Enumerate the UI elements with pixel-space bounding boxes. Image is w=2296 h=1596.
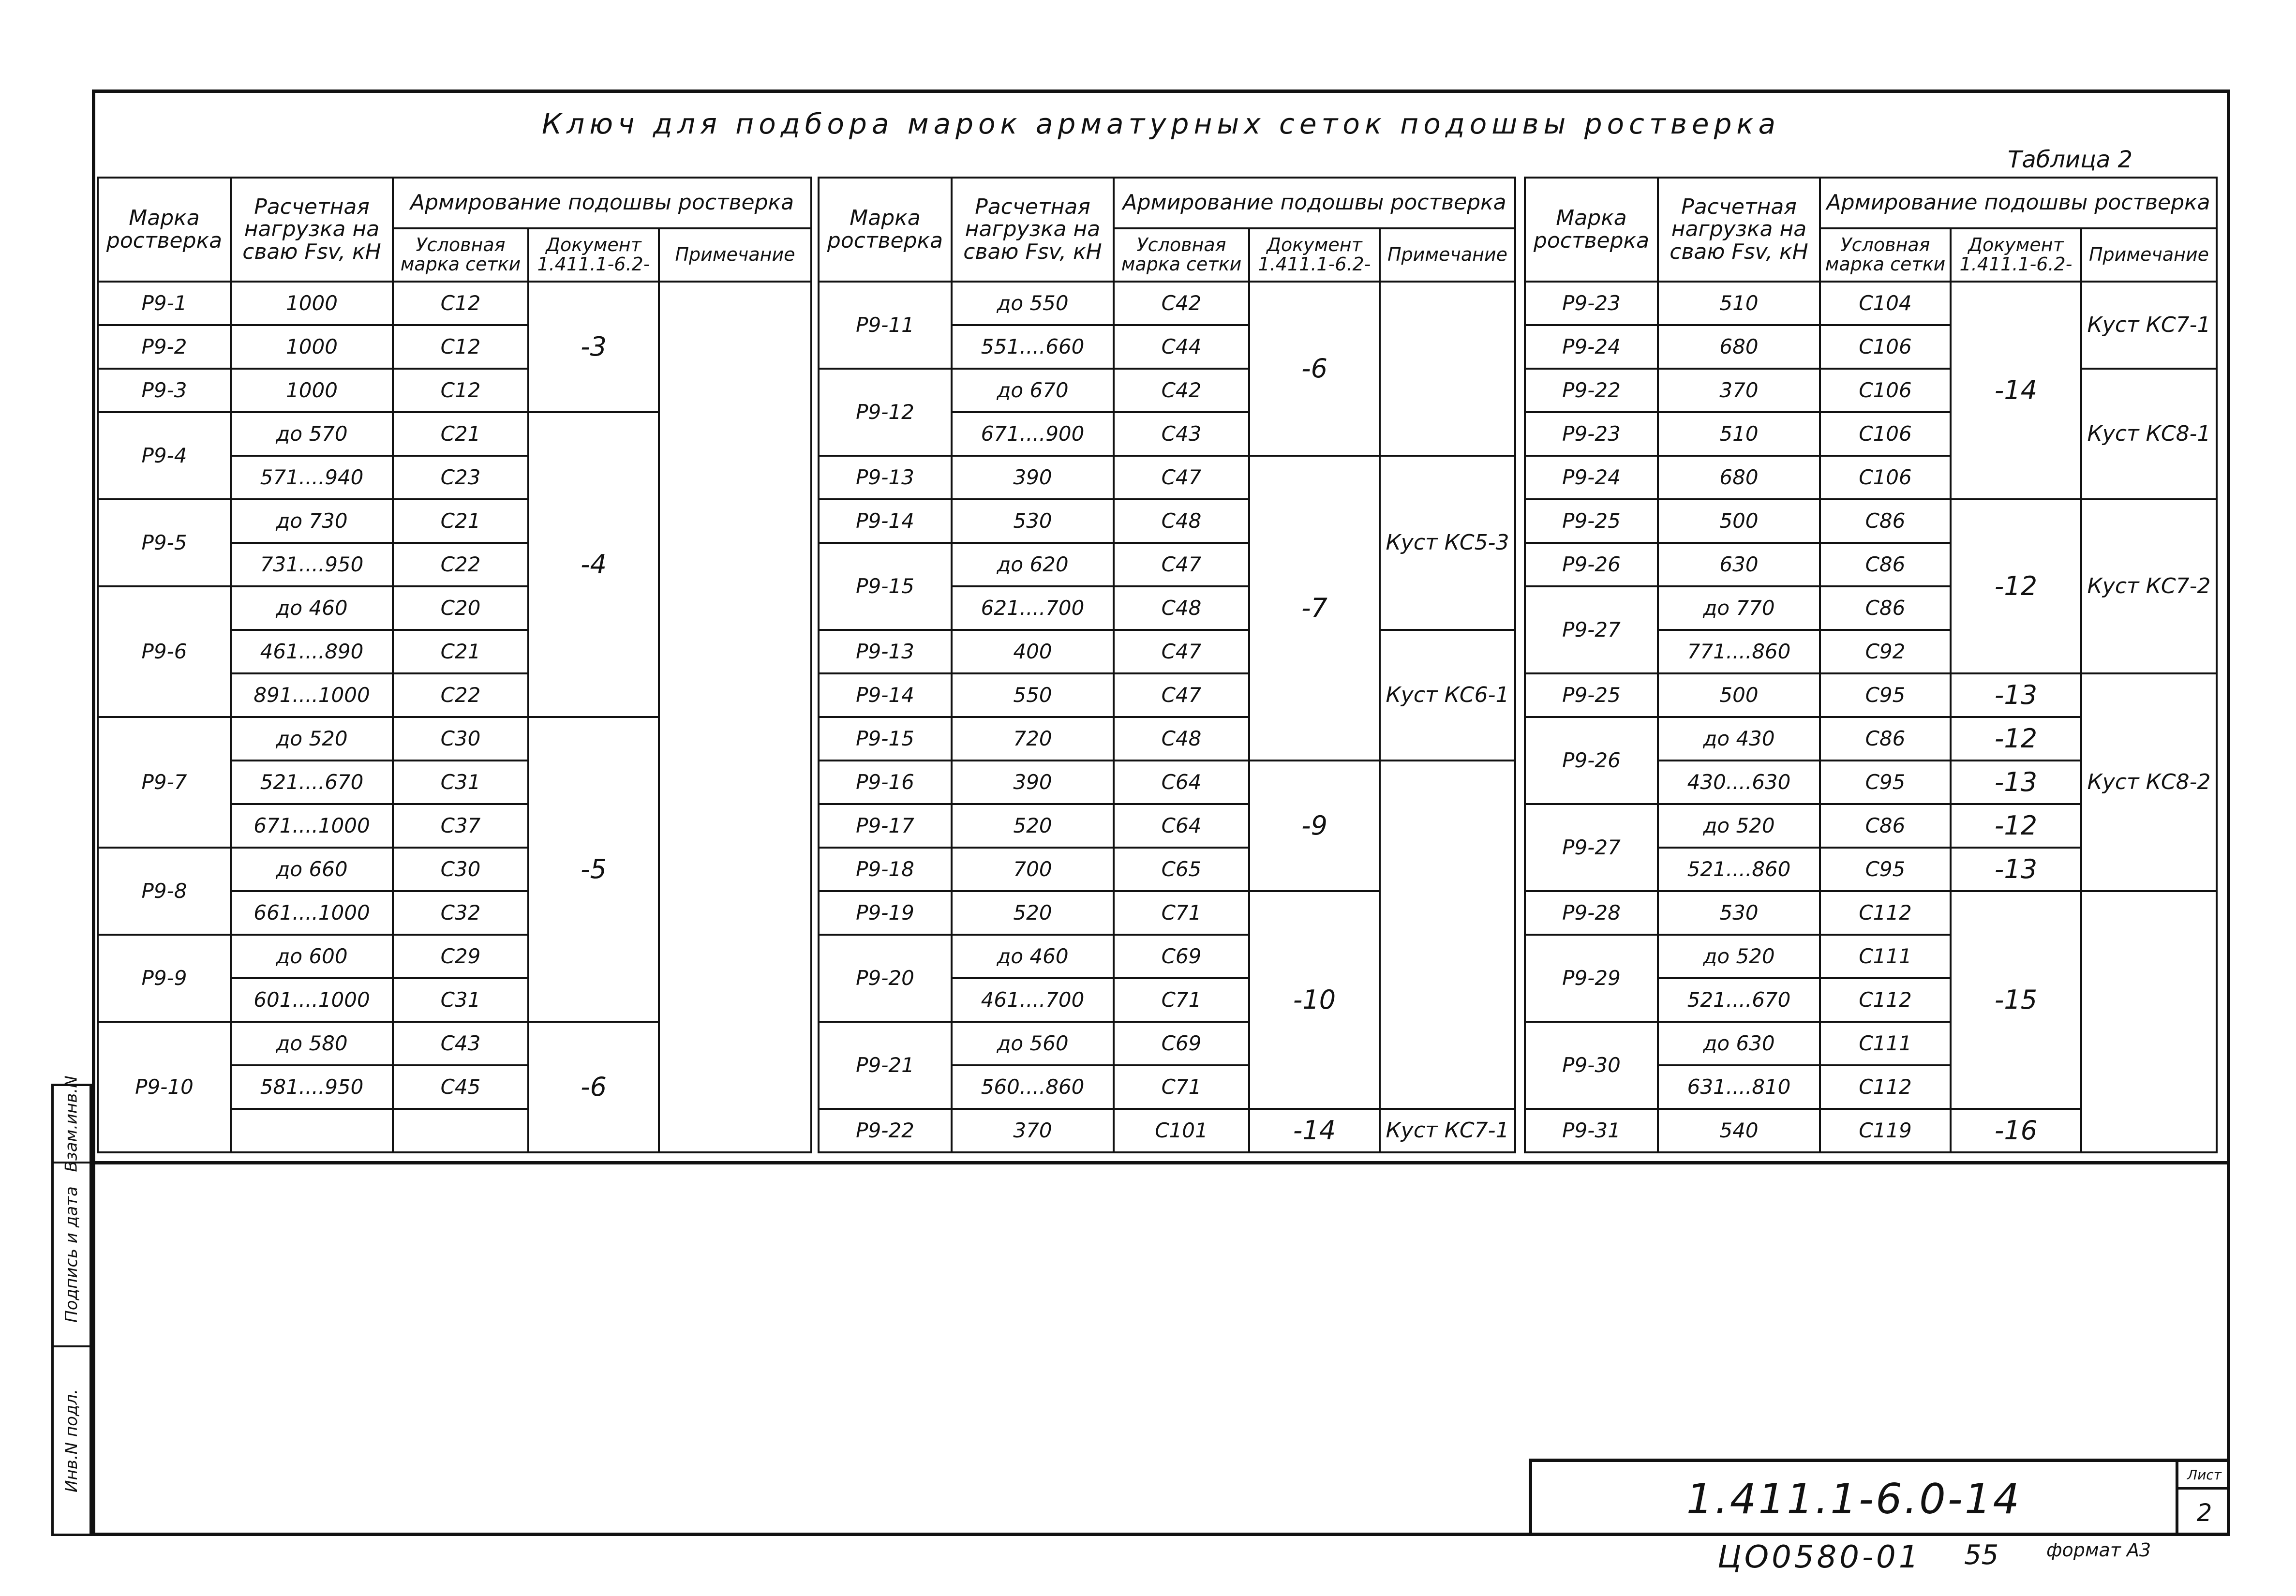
cell-marka: Р9-21: [819, 1022, 952, 1109]
strip-label-signature: Подпись и дата: [62, 1186, 82, 1323]
cell-load: 390: [952, 761, 1114, 804]
cell-marka: Р9-22: [819, 1109, 952, 1152]
cell-load: 891....1000: [231, 673, 393, 717]
cell-load: до 770: [1658, 586, 1820, 630]
cell-load: 731....950: [231, 543, 393, 586]
cell-load: 461....700: [952, 978, 1114, 1022]
cell-load: до 620: [952, 543, 1114, 586]
cell-marka: Р9-3: [98, 369, 231, 412]
cell-marka: Р9-29: [1525, 935, 1658, 1022]
cell-mesh: С86: [1820, 717, 1951, 761]
header-mesh: Условная марка сетки: [1114, 228, 1249, 282]
cell-mesh: С71: [1114, 978, 1249, 1022]
cell-load: 551....660: [952, 325, 1114, 369]
table-row: [819, 456, 1515, 499]
header-marka: Марка ростверка: [98, 178, 231, 282]
cell-load: 560....860: [952, 1065, 1114, 1109]
cell-load: до 550: [952, 282, 1114, 325]
cell-mesh: С31: [393, 978, 528, 1022]
header-load: Расчетная нагрузка на сваю Fsv, кН: [952, 178, 1114, 282]
cell-doc: -14: [1249, 1109, 1380, 1152]
cell-doc: -14: [1951, 282, 2081, 499]
cell-mesh: С86: [1820, 543, 1951, 586]
cell-marka: Р9-23: [1525, 282, 1658, 325]
cell-note: Куст КС8-2: [2081, 673, 2217, 891]
table-row: [819, 630, 1515, 673]
header-doc: Документ 1.411.1-6.2-: [1951, 228, 2081, 282]
cell-marka: Р9-20: [819, 935, 952, 1022]
cell-load: 520: [952, 891, 1114, 935]
cell-doc: -3: [528, 282, 659, 412]
header-note: Примечание: [1380, 228, 1515, 282]
table-bottom-rule: [92, 1161, 2230, 1164]
cell-mesh: С65: [1114, 848, 1249, 891]
cell-load: 430....630: [1658, 761, 1820, 804]
cell-load: 571....940: [231, 456, 393, 499]
table-row: [1525, 282, 2217, 325]
cell-mesh: С12: [393, 282, 528, 325]
cell-load: 671....900: [952, 412, 1114, 456]
document-code: 1.411.1-6.0-14: [1686, 1475, 2022, 1523]
cell-mesh: С69: [1114, 935, 1249, 978]
header-marka: Марка ростверка: [1525, 178, 1658, 282]
table-row: [1525, 499, 2217, 543]
cell-mesh: С86: [1820, 804, 1951, 848]
header-arm: Армирование подошвы ростверка: [393, 178, 811, 228]
header-mesh: Условная марка сетки: [393, 228, 528, 282]
cell-mesh: С47: [1114, 456, 1249, 499]
cell-marka: Р9-26: [1525, 543, 1658, 586]
cell-marka: Р9-6: [98, 586, 231, 717]
cell-mesh: С47: [1114, 630, 1249, 673]
cell-mesh: С22: [393, 543, 528, 586]
cell-load: 390: [952, 456, 1114, 499]
cell-note: Куст КС7-1: [1380, 1109, 1515, 1152]
cell-mesh: С106: [1820, 456, 1951, 499]
cell-mesh: С69: [1114, 1022, 1249, 1065]
cell-load: до 730: [231, 499, 393, 543]
cell-mesh: С12: [393, 369, 528, 412]
cell-load: 520: [952, 804, 1114, 848]
cell-mesh: С104: [1820, 282, 1951, 325]
cell-load: до 660: [231, 848, 393, 891]
cell-marka: Р9-27: [1525, 804, 1658, 891]
cell-marka: Р9-14: [819, 673, 952, 717]
cell-mesh: С48: [1114, 586, 1249, 630]
cell-mesh: С112: [1820, 978, 1951, 1022]
cell-load: 631....810: [1658, 1065, 1820, 1109]
cell-marka: Р9-1: [98, 282, 231, 325]
cell-load: до 630: [1658, 1022, 1820, 1065]
cell-doc: -12: [1951, 717, 2081, 761]
cell-marka: Р9-9: [98, 935, 231, 1022]
cell-mesh: С101: [1114, 1109, 1249, 1152]
cell-load: 500: [1658, 499, 1820, 543]
cell-mesh: С21: [393, 412, 528, 456]
sheet-label: Лист: [2178, 1462, 2230, 1490]
cell-doc: -13: [1951, 761, 2081, 804]
cell-load: 370: [952, 1109, 1114, 1152]
cell-note: Куст КС5-3: [1380, 456, 1515, 630]
cell-mesh: С95: [1820, 761, 1951, 804]
cell-load: 700: [952, 848, 1114, 891]
cell-load: 661....1000: [231, 891, 393, 935]
cell-mesh: С30: [393, 717, 528, 761]
cell-note-empty: [1380, 282, 1515, 456]
cell-marka: Р9-22: [1525, 369, 1658, 412]
cell-mesh: С30: [393, 848, 528, 891]
cell-mesh: С42: [1114, 369, 1249, 412]
cell-marka: Р9-26: [1525, 717, 1658, 804]
cell-marka: Р9-17: [819, 804, 952, 848]
cell-mesh-empty: [393, 1109, 528, 1152]
cell-marka: Р9-16: [819, 761, 952, 804]
mesh-table-block-2: [818, 177, 1516, 1153]
cell-load: до 670: [952, 369, 1114, 412]
cell-mesh: С31: [393, 761, 528, 804]
cell-marka: Р9-27: [1525, 586, 1658, 673]
cell-doc: -9: [1249, 761, 1380, 891]
cell-load: 521....670: [1658, 978, 1820, 1022]
cell-marka: Р9-2: [98, 325, 231, 369]
cell-doc: -13: [1951, 848, 2081, 891]
cell-load: до 430: [1658, 717, 1820, 761]
header-mesh: Условная марка сетки: [1820, 228, 1951, 282]
cell-mesh: С21: [393, 630, 528, 673]
strip-cell-signature: [54, 1163, 89, 1347]
header-load: Расчетная нагрузка на сваю Fsv, кН: [231, 178, 393, 282]
cell-marka: Р9-13: [819, 630, 952, 673]
cell-mesh: С29: [393, 935, 528, 978]
strip-cell-original: [54, 1347, 89, 1534]
cell-note-empty: [2081, 891, 2217, 1152]
cell-load-empty: [231, 1109, 393, 1152]
cell-load: до 570: [231, 412, 393, 456]
strip-label-replacement: Взам.инв.N: [62, 1075, 81, 1172]
table-row: [819, 1109, 1515, 1152]
cell-marka: Р9-7: [98, 717, 231, 848]
cell-mesh: С42: [1114, 282, 1249, 325]
cell-mesh: С48: [1114, 717, 1249, 761]
cell-doc: -12: [1951, 499, 2081, 673]
cell-doc: -6: [1249, 282, 1380, 456]
cell-marka: Р9-8: [98, 848, 231, 935]
cell-mesh: С112: [1820, 1065, 1951, 1109]
cell-marka: Р9-18: [819, 848, 952, 891]
cell-load: 400: [952, 630, 1114, 673]
cell-marka: Р9-25: [1525, 673, 1658, 717]
cell-doc: -7: [1249, 456, 1380, 761]
cell-mesh: С64: [1114, 761, 1249, 804]
cell-mesh: С86: [1820, 499, 1951, 543]
table-label: Таблица 2: [2008, 146, 2133, 173]
cell-load: до 520: [231, 717, 393, 761]
cell-doc: -16: [1951, 1109, 2081, 1152]
cell-load: 530: [1658, 891, 1820, 935]
cell-mesh: С44: [1114, 325, 1249, 369]
cell-mesh: С20: [393, 586, 528, 630]
strip-cell-replacement: [54, 1075, 89, 1172]
strip-label-original: Инв.N подл.: [62, 1388, 82, 1492]
cell-load: 510: [1658, 282, 1820, 325]
cell-load: 370: [1658, 369, 1820, 412]
cell-mesh: С45: [393, 1065, 528, 1109]
cell-load: 680: [1658, 456, 1820, 499]
cell-load: до 580: [231, 1022, 393, 1065]
header-arm: Армирование подошвы ростверка: [1114, 178, 1515, 228]
table-row: [1525, 369, 2217, 412]
cell-mesh: С71: [1114, 1065, 1249, 1109]
cell-mesh: С32: [393, 891, 528, 935]
cell-load: 630: [1658, 543, 1820, 586]
cell-note: Куст КС6-1: [1380, 630, 1515, 761]
cell-marka: Р9-30: [1525, 1022, 1658, 1109]
cell-mesh: С106: [1820, 325, 1951, 369]
header-load: Расчетная нагрузка на сваю Fsv, кН: [1658, 178, 1820, 282]
cell-marka: Р9-31: [1525, 1109, 1658, 1152]
mesh-table-block-1: [97, 177, 812, 1153]
page-number: 55: [1964, 1539, 1999, 1571]
cell-load: до 600: [231, 935, 393, 978]
cell-mesh: С111: [1820, 935, 1951, 978]
sheet-number: 2: [2196, 1499, 2212, 1527]
header-note: Примечание: [659, 228, 811, 282]
cell-note-empty: [1380, 761, 1515, 1109]
cell-load: до 520: [1658, 935, 1820, 978]
cell-marka: Р9-4: [98, 412, 231, 499]
cell-doc: -6: [528, 1022, 659, 1152]
cell-marka: Р9-11: [819, 282, 952, 369]
document-title: Ключ для подбора марок арматурных сеток подошвы ростверка: [542, 107, 1780, 140]
cell-marka: Р9-24: [1525, 325, 1658, 369]
cell-mesh: С22: [393, 673, 528, 717]
cell-mesh: С92: [1820, 630, 1951, 673]
cell-mesh: С119: [1820, 1109, 1951, 1152]
header-arm: Армирование подошвы ростверка: [1820, 178, 2217, 228]
cell-mesh: С95: [1820, 673, 1951, 717]
title-block: [1529, 1459, 2230, 1536]
table-row: [819, 282, 1515, 325]
cell-load: 601....1000: [231, 978, 393, 1022]
cell-mesh: С71: [1114, 891, 1249, 935]
cell-mesh: С86: [1820, 586, 1951, 630]
sheet-box: [2176, 1462, 2230, 1536]
cell-load: 1000: [231, 282, 393, 325]
cell-load: 461....890: [231, 630, 393, 673]
cell-mesh: С12: [393, 325, 528, 369]
cell-note: Куст КС8-1: [2081, 369, 2217, 499]
cell-load: 521....670: [231, 761, 393, 804]
cell-load: 550: [952, 673, 1114, 717]
header-doc: Документ 1.411.1-6.2-: [528, 228, 659, 282]
cell-load: 720: [952, 717, 1114, 761]
cell-load: 530: [952, 499, 1114, 543]
cell-mesh: С64: [1114, 804, 1249, 848]
cell-marka: Р9-23: [1525, 412, 1658, 456]
table-row: [1525, 673, 2217, 717]
cell-load: 500: [1658, 673, 1820, 717]
cell-marka: Р9-15: [819, 717, 952, 761]
cell-mesh: С112: [1820, 891, 1951, 935]
cell-marka: Р9-12: [819, 369, 952, 456]
cell-load: 510: [1658, 412, 1820, 456]
cell-load: 680: [1658, 325, 1820, 369]
cell-doc: -13: [1951, 673, 2081, 717]
cell-marka: Р9-13: [819, 456, 952, 499]
cell-doc: -4: [528, 412, 659, 717]
cell-load: 671....1000: [231, 804, 393, 848]
cell-marka: Р9-19: [819, 891, 952, 935]
cell-mesh: С106: [1820, 412, 1951, 456]
header-note: Примечание: [2081, 228, 2217, 282]
cell-load: 1000: [231, 369, 393, 412]
cell-load: 1000: [231, 325, 393, 369]
mesh-table-block-3: [1524, 177, 2218, 1153]
cell-mesh: С111: [1820, 1022, 1951, 1065]
cell-load: до 460: [231, 586, 393, 630]
cell-load: до 560: [952, 1022, 1114, 1065]
cell-marka: Р9-24: [1525, 456, 1658, 499]
cell-load: 521....860: [1658, 848, 1820, 891]
cell-load: 621....700: [952, 586, 1114, 630]
cell-marka: Р9-25: [1525, 499, 1658, 543]
cell-mesh: С21: [393, 499, 528, 543]
table-row: [98, 282, 811, 325]
cell-note: Куст КС7-2: [2081, 499, 2217, 673]
cell-note: Куст КС7-1: [2081, 282, 2217, 369]
cell-load: 771....860: [1658, 630, 1820, 673]
cell-mesh: С106: [1820, 369, 1951, 412]
cell-load: 581....950: [231, 1065, 393, 1109]
cell-marka: Р9-10: [98, 1022, 231, 1152]
cell-mesh: С43: [393, 1022, 528, 1065]
cell-mesh: С43: [1114, 412, 1249, 456]
cell-doc: -15: [1951, 891, 2081, 1109]
cell-note-empty: [659, 282, 811, 1152]
cell-marka: Р9-28: [1525, 891, 1658, 935]
cell-doc: -5: [528, 717, 659, 1022]
cell-mesh: С37: [393, 804, 528, 848]
paper-format: формат А3: [2046, 1539, 2151, 1561]
cell-load: 540: [1658, 1109, 1820, 1152]
cell-load: до 460: [952, 935, 1114, 978]
archive-code: ЦО0580-01: [1717, 1539, 1922, 1575]
cell-mesh: С47: [1114, 673, 1249, 717]
table-row: [1525, 891, 2217, 935]
cell-mesh: С95: [1820, 848, 1951, 891]
cell-mesh: С48: [1114, 499, 1249, 543]
table-row: [819, 761, 1515, 804]
header-doc: Документ 1.411.1-6.2-: [1249, 228, 1380, 282]
cell-marka: Р9-5: [98, 499, 231, 586]
cell-marka: Р9-14: [819, 499, 952, 543]
cell-doc: -10: [1249, 891, 1380, 1109]
cell-load: до 520: [1658, 804, 1820, 848]
cell-marka: Р9-15: [819, 543, 952, 630]
cell-doc: -12: [1951, 804, 2081, 848]
header-marka: Марка ростверка: [819, 178, 952, 282]
cell-mesh: С47: [1114, 543, 1249, 586]
binding-strip: [51, 1075, 92, 1536]
cell-mesh: С23: [393, 456, 528, 499]
